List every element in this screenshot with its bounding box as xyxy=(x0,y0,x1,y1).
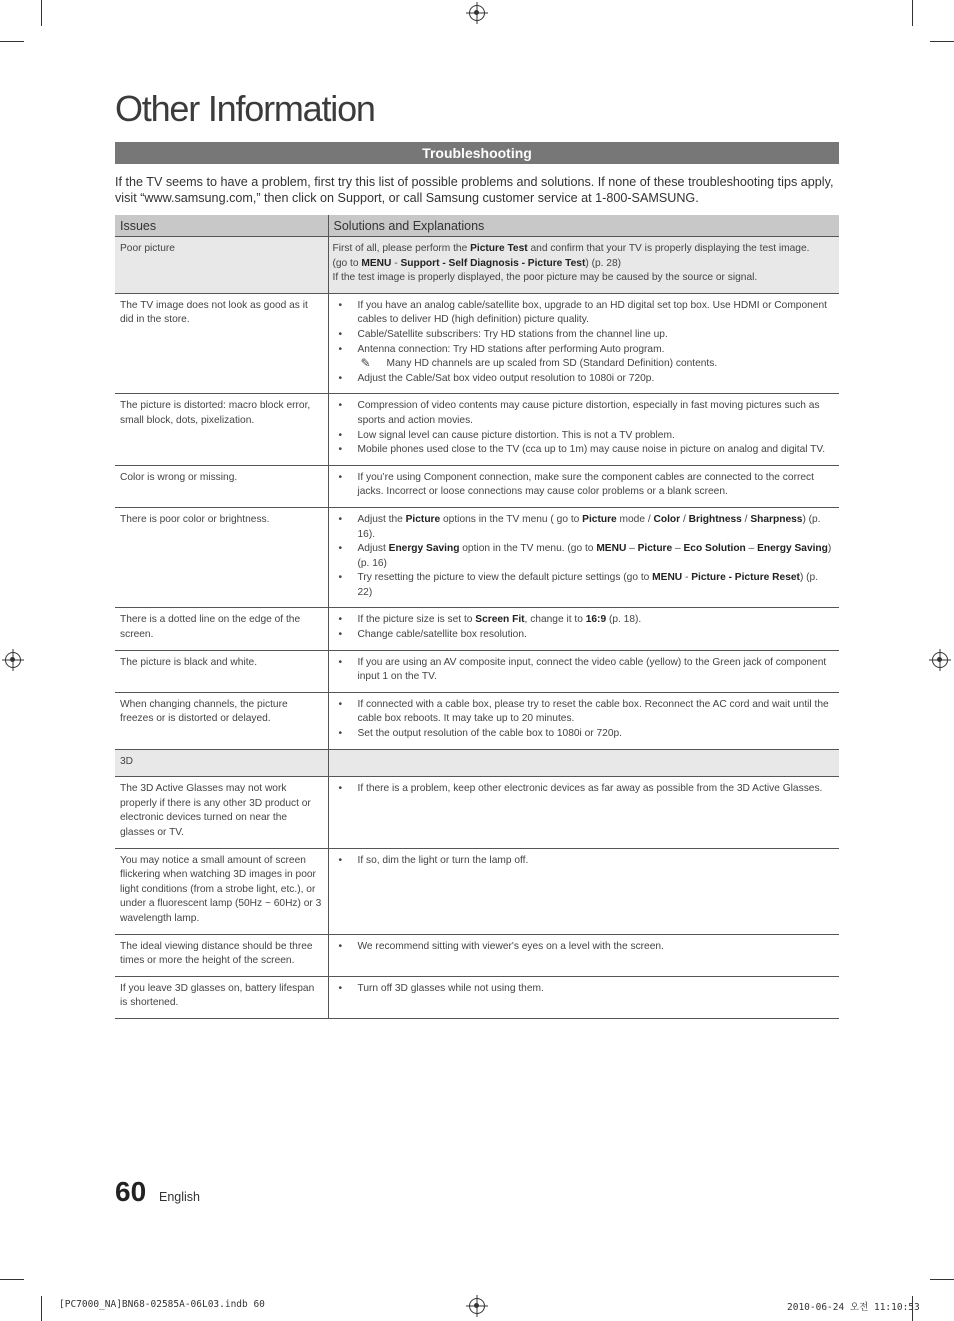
note-pencil-icon: ✎ xyxy=(360,356,371,371)
table-row xyxy=(115,650,839,692)
issue-cell: The ideal viewing distance should be three times or more the height of the screen. xyxy=(115,934,328,976)
list-item xyxy=(333,571,835,600)
table-row xyxy=(115,692,839,749)
solution-line xyxy=(333,242,835,257)
solution-cell xyxy=(328,749,839,777)
solution-cell xyxy=(328,650,839,692)
bold-term: Energy Saving xyxy=(388,543,460,555)
table-row xyxy=(115,608,839,650)
solution-list xyxy=(333,399,835,457)
table-header-row xyxy=(115,215,839,237)
text-run: Change cable/satellite box resolution. xyxy=(357,629,527,641)
text-run: and confirm that your TV is properly displaying the test image. xyxy=(527,243,810,254)
bold-term: MENU xyxy=(361,257,392,269)
text-run: ) (p. 28) xyxy=(585,257,622,269)
bold-term: Picture xyxy=(582,513,617,525)
text-run: Low signal level can cause picture distortion. This is not a TV problem. xyxy=(357,429,675,441)
solution-cell xyxy=(328,692,839,749)
text-run: ) (p. 22) xyxy=(357,572,819,598)
solution-cell xyxy=(328,848,839,934)
list-item xyxy=(333,782,835,797)
page-title: Other Information xyxy=(115,88,375,129)
date-info: 2010-06-24 오전 11:10:53 xyxy=(787,1302,920,1313)
list-item xyxy=(333,698,835,727)
text-run: (p. 18). xyxy=(606,614,642,626)
text-run: options in the TV menu ( go to xyxy=(440,513,583,525)
table-row xyxy=(115,293,839,394)
table-row xyxy=(115,507,839,608)
solution-list xyxy=(333,471,835,500)
registration-mark-bottom xyxy=(469,1298,485,1314)
text-run: We recommend sitting with viewer's eyes on a level with the screen. xyxy=(357,940,664,952)
issue-cell: 3D xyxy=(115,749,328,777)
text-run: Mobile phones used close to the TV (cca up to 1m) may cause noise in picture on analog and digital TV. xyxy=(357,444,826,456)
bold-term: Eco Solution xyxy=(683,543,746,555)
solution-list xyxy=(333,656,835,685)
issue-cell: The picture is distorted: macro block error, small block, dots, pixelization. xyxy=(115,394,328,465)
text-run: – xyxy=(745,543,758,555)
list-item xyxy=(333,542,835,571)
list-item xyxy=(333,727,835,742)
table-row xyxy=(115,976,839,1018)
text-run: option in the TV menu. (go to xyxy=(459,543,597,555)
text-run: – xyxy=(672,543,684,555)
issue-cell: When changing channels, the picture freezes or is distorted or delayed. xyxy=(115,692,328,749)
solution-cell xyxy=(328,976,839,1018)
text-run: Try resetting the picture to view the default picture settings (go to xyxy=(357,572,653,584)
list-item xyxy=(333,343,835,358)
issue-cell: The TV image does not look as good as it did in the store. xyxy=(115,293,328,394)
text-run: If you’re using Component connection, make sure the component cables are connected to the correct jacks. Incorrect or loose connections may cause color problems or a blank screen. xyxy=(357,471,814,498)
text-run: If so, dim the light or turn the lamp off. xyxy=(357,854,529,866)
text-run: Adjust xyxy=(357,543,389,555)
registration-mark-left xyxy=(5,652,21,668)
text-run: If there is a problem, keep other electronic devices as far away as possible from the 3D Active Glasses. xyxy=(357,783,823,795)
text-run: Adjust the xyxy=(357,513,406,525)
bold-term: Support - Self Diagnosis - Picture Test xyxy=(400,257,586,269)
file-info: [PC7000_NA]BN68-02585A-06L03.indb 60 xyxy=(59,1299,265,1310)
text-run: Set the output resolution of the cable box to 1080i or 720p. xyxy=(357,728,622,740)
intro-paragraph: If the TV seems to have a problem, first try this list of possible problems and solutions. If none of these troubleshooting tips apply, visit “www.samsung.com,” then click on Support, or call Samsung customer service at 1-800-SAMSUNG. xyxy=(115,175,834,205)
solution-cell xyxy=(328,934,839,976)
solution-list xyxy=(333,513,835,601)
bold-term: Picture - Picture Reset xyxy=(691,572,800,584)
page-number: 60 xyxy=(115,1176,147,1207)
text-run: / xyxy=(680,513,689,525)
text-run: If you are using an AV composite input, connect the video cable (yellow) to the Green jack of component input 1 on the TV. xyxy=(357,656,827,683)
text-run: ) (p. 16) xyxy=(357,543,832,569)
solution-cell xyxy=(328,507,839,608)
text-run: If you have an analog cable/satellite box, upgrade to an HD digital set top box. Use HDMI or Component cables to deliver HD (high definition) picture quality. xyxy=(357,299,827,326)
text-run: First of all, please perform the xyxy=(332,243,471,254)
list-item xyxy=(333,940,835,955)
text-run: Compression of video contents may cause picture distortion, especially in fast moving pictures such as sports and action movies. xyxy=(357,400,820,426)
text-run: (go to xyxy=(332,257,362,269)
solution-line xyxy=(333,257,835,272)
text-run: Antenna connection: Try HD stations after performing Auto program. xyxy=(357,343,665,355)
bold-term: Brightness xyxy=(688,513,742,525)
issues-header: Issues xyxy=(115,215,328,237)
issue-cell: Poor picture xyxy=(115,237,328,294)
list-item xyxy=(333,372,835,387)
bold-term: Energy Saving xyxy=(757,543,828,555)
issue-cell: There is poor color or brightness. xyxy=(115,507,328,608)
solution-list xyxy=(333,982,835,997)
solution-list xyxy=(333,782,835,797)
table-row xyxy=(115,749,839,777)
text-run: Turn off 3D glasses while not using them. xyxy=(357,982,544,994)
list-item xyxy=(333,854,835,869)
solution-list xyxy=(333,698,835,742)
table-row xyxy=(115,465,839,507)
solution-line xyxy=(333,271,835,286)
issue-cell: You may notice a small amount of screen flickering when watching 3D images in poor light conditions (from a strobe light, etc.), or under a fluorescent lamp (50Hz ~ 60Hz) or 3 wavelength lamp. xyxy=(115,848,328,934)
bold-term: Sharpness xyxy=(750,513,803,525)
text-run: Cable/Satellite subscribers: Try HD stations from the channel line up. xyxy=(357,328,668,340)
solution-cell xyxy=(328,465,839,507)
list-item xyxy=(333,656,835,685)
solution-list xyxy=(333,299,835,387)
bold-term: MENU xyxy=(596,543,627,555)
text-run: – xyxy=(626,543,638,555)
text-run: / xyxy=(741,513,751,525)
table-row xyxy=(115,237,839,294)
text-run: If the picture size is set to xyxy=(357,614,476,626)
bold-term: Color xyxy=(653,513,681,525)
bold-term: Screen Fit xyxy=(475,614,525,626)
bold-term: Picture xyxy=(405,513,441,525)
solution-list xyxy=(333,940,835,955)
table-row xyxy=(115,777,839,848)
list-item xyxy=(333,299,835,328)
list-item xyxy=(333,328,835,343)
list-item xyxy=(333,513,835,542)
text-run: If the test image is properly displayed, the poor picture may be caused by the source or signal. xyxy=(332,272,758,284)
list-item xyxy=(333,628,835,643)
solution-cell xyxy=(328,237,839,294)
table-row xyxy=(115,394,839,465)
issue-cell: If you leave 3D glasses on, battery lifespan is shortened. xyxy=(115,976,328,1018)
text-run: - xyxy=(682,572,692,584)
issue-cell: Color is wrong or missing. xyxy=(115,465,328,507)
bold-term: MENU xyxy=(652,572,683,584)
text-run: ) (p. 16). xyxy=(357,513,821,540)
solution-cell xyxy=(328,777,839,848)
troubleshooting-table xyxy=(115,215,839,1019)
bold-term: Picture xyxy=(637,543,673,555)
list-item xyxy=(333,613,835,628)
list-item xyxy=(333,443,835,458)
text-run: If connected with a cable box, please try to reset the cable box. Reconnect the AC cord and wait until the cable box reboots. It may take up to 20 minutes. xyxy=(357,698,829,725)
page-language: English xyxy=(159,1190,200,1204)
bold-term: 16:9 xyxy=(585,614,607,626)
list-item xyxy=(333,982,835,997)
table-row xyxy=(115,934,839,976)
list-item xyxy=(333,399,835,428)
solution-list xyxy=(333,854,835,869)
issue-cell: The 3D Active Glasses may not work properly if there is any other 3D product or electronic devices turned on near the glasses or TV. xyxy=(115,777,328,848)
section-heading: Troubleshooting xyxy=(115,142,839,164)
solution-cell xyxy=(328,293,839,394)
text-run: - xyxy=(391,257,401,269)
registration-mark-top xyxy=(469,5,485,21)
table-row xyxy=(115,848,839,934)
solution-cell xyxy=(328,394,839,465)
solutions-header: Solutions and Explanations xyxy=(328,215,839,237)
solution-cell xyxy=(328,608,839,650)
note-text: Many HD channels are up scaled from SD (Standard Definition) contents. xyxy=(386,358,718,370)
note xyxy=(333,357,835,372)
issue-cell: There is a dotted line on the edge of the screen. xyxy=(115,608,328,650)
text-run: Adjust the Cable/Sat box video output resolution to 1080i or 720p. xyxy=(357,372,655,384)
issue-cell: The picture is black and white. xyxy=(115,650,328,692)
bold-term: Picture Test xyxy=(470,243,528,254)
list-item xyxy=(333,471,835,500)
registration-mark-right xyxy=(932,652,948,668)
list-item xyxy=(333,429,835,444)
text-run: mode / xyxy=(616,513,654,525)
solution-list xyxy=(333,613,835,642)
text-run: , change it to xyxy=(524,614,586,626)
